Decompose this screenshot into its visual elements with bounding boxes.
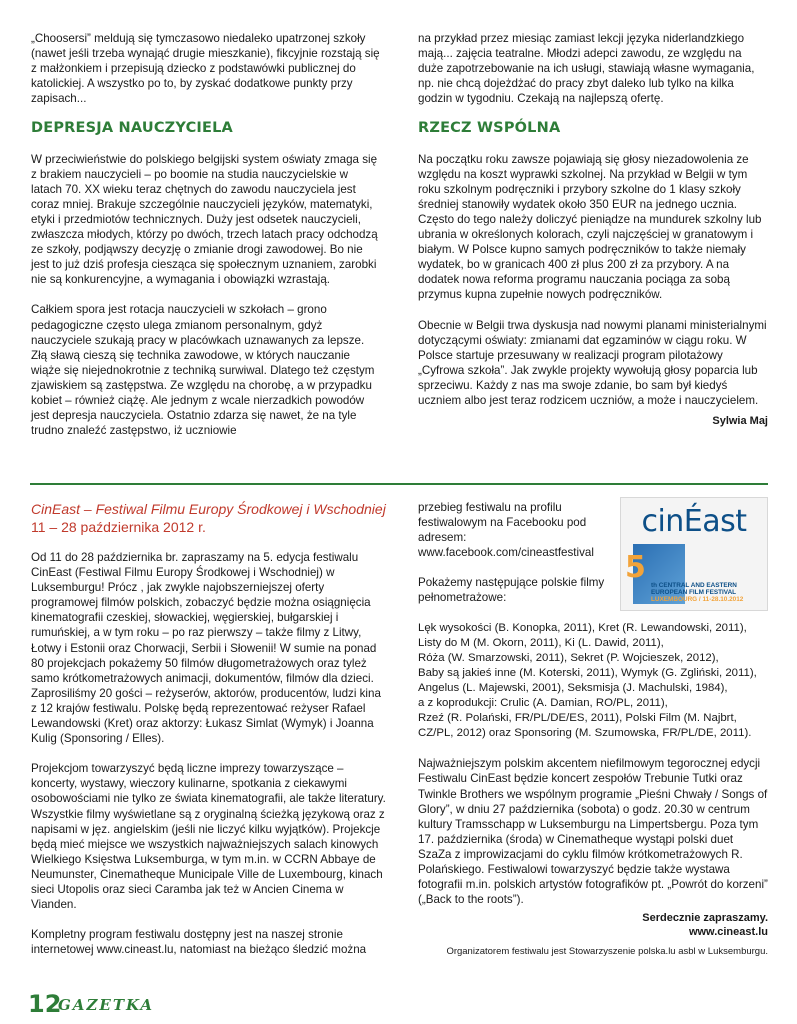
film-list-item: Róża (W. Smarzowski, 2011), Sekret (P. Wojcieszek, 2012), xyxy=(418,651,719,664)
festival-title-line2: 11 – 28 października 2012 r. xyxy=(31,519,206,535)
section-divider xyxy=(30,483,768,485)
section-heading-rzecz-wspolna: RZECZ WSPÓLNA xyxy=(418,120,561,137)
film-list-item: Lęk wysokości (B. Konopka, 2011), Kret (R. Lewandowski, 2011), xyxy=(418,621,747,634)
article-paragraph: Całkiem spora jest rotacja nauczycieli w szkołach – grono pedagogiczne często ulega zmianom personalnym, gdyż nauczyciele szukają pracy w placówkach uznawanych za lepsze. Złą sławą cieszą się technika zawodowe, w których nauczanie wiąże się niejednokrotnie z techniką surwiwal. Dlatego też częstym zjawiskiem są zastępstwa. Ze względu na chorobę, a w przypadku kobiet – również ciążę. Ale jednym z wcale nierzadkich powodów jest depresja nauczyciela. Ostatnio zdarza się nawet, że na tyle trudno znaleźć zastępstwo, iż uczniowie xyxy=(31,303,375,438)
top-right-column xyxy=(418,31,768,429)
film-list-item: Listy do M (M. Okorn, 2011), Ki (L. Dawid, 2011), xyxy=(418,636,664,649)
poster-edition-number: 5 xyxy=(625,550,646,585)
closing-invitation: Serdecznie zapraszamy. xyxy=(642,912,768,925)
intro-paragraph: „Choosersi” meldują się tymczasowo niedaleko upatrzonej szkoły (nawet jeśli trzeba wynająć drugie mieszkanie), fikcyjnie rozstają się z małżonkiem i przepisują dziecko z podstawówki publicznej do katolickiej. A wszystko po to, by zyskać dodatkowe punkty przy zapisach... xyxy=(31,32,380,106)
film-list-item: Angelus (L. Majewski, 2001), Seksmisja (J. Machulski, 1984), xyxy=(418,681,728,694)
festival-paragraph: Kompletny program festiwalu dostępny jest na naszej stronie internetowej www.cineast.lu, natomiast na bieżąco śledzić można xyxy=(31,928,367,957)
cineast-poster xyxy=(620,497,768,611)
festival-paragraph: Od 11 do 28 października br. zapraszamy na 5. edycja festiwalu CinEast (Festiwal Filmu Europy Środkowej i Wschodniej) w Luksemburgu! Prócz , jak zwykle najobszerniejszej oferty programowej filmów polskich, zobaczyć będzie można osiągnięcia kinematografii czeskiej, słowackiej, węgierskiej, bułgarskiej i rumuńskiej, a w tym roku – po raz pierwszy – także filmy z Litwy, Łotwy i Estonii oraz Chorwacji, Serbii i Słowenii! W sumie na ponad 80 projekcjach pokażemy 50 filmów długometrażowych oraz tyleż samo krótkometrażowych animacji, dokumentów, filmów dla dzieci. Zaprosiliśmy 20 gości – reżyserów, aktorów, producentów, ludzi kina z 12 krajów festiwalu. Polskę będą reprezentować reżyser Rafael Lewandowski (Kret) oraz aktorzy: Łukasz Simlat (Wymyk) i Joanna Kulig (Sponsoring / Elles). xyxy=(31,551,381,746)
festival-paragraph: Najważniejszym polskim akcentem niefilmowym tegorocznej edycji Festiwalu CinEast będzie koncert zespołów Trebunie Tutki oraz Twinkle Brothers we wspólnym programie „Pieśni Chwały / Songs of Glory”, w dniu 27 października (sobota) o godz. 20.30 w centrum kultury Tramsschapp w Luksemburgu na Limpertsbergu. Poza tym 17. października (środa) w Cinematheque wystąpi polski duet SzaZa z improwizacjami do cyklu filmów krótkometrażowych R. Polańskiego. Festiwalowi towarzyszyć będzie także wystawa fotografii m.in. polskich artystów fotografików pt. „Powrót do korzeni” („Back to the roots”). xyxy=(418,757,768,907)
festival-title-line1: CinEast – Festiwal Filmu Europy Środkowej i Wschodniej xyxy=(31,501,386,517)
article-paragraph: Obecnie w Belgii trwa dyskusja nad nowymi planami ministerialnymi dotyczącymi oświaty: zmianami dat egzaminów w ciągu roku. W Polsce startuje przesuwany w realizacji program pilotażowy „Cyfrowa szkoła”. Jak zwykle projekty wywołują głosy poparcia lub sprzeciwu. Każdy z nas ma swoje zdanie, bo sam był kiedyś uczniem albo jest teraz rodzicem uczniów, a może i nauczycielem. xyxy=(418,318,767,407)
poster-caption-line: EUROPEAN FILM FESTIVAL xyxy=(651,589,737,596)
poster-caption xyxy=(651,582,743,603)
intro-paragraph: na przykład przez miesiąc zamiast lekcji języka niderlandzkiego mają... zajęcia teatralne. Młodzi adepci zawodu, ze względu na duże zapotrzebowanie na ich usługi, stawiają własne wymagania, np. nie chcą dojeżdżać do pracy zbyt daleko lub tylko na kilka godzin w tygodniu. Czekają na najlepszą ofertę. xyxy=(418,32,755,106)
cineast-logo: cinÉast xyxy=(641,504,747,539)
author-signature: Sylwia Maj xyxy=(712,415,768,428)
film-list-item: Rzeź (R. Polański, FR/PL/DE/ES, 2011), Polski Film (M. Najbrt, xyxy=(418,712,737,725)
poster-caption-line: th CENTRAL AND EASTERN xyxy=(651,582,737,589)
article-paragraph: Na początku roku zawsze pojawiają się głosy niezadowolenia ze względu na koszt wyprawki szkolnej. Na przykład w Belgii w tym roku szkolnym podręczniki i przybory szkolne do 1 klasy szkoły średniej stanowiły wydatek około 350 EUR na jednego ucznia. Często do tego należy doliczyć pieniądze na mundurek szkolny lub ubrania w określonych kolorach, czyli najczęściej w granatowym i białym. W Polsce kupno samych podręczników to także niemały wydatek, bo w granicach 400 zł plus 200 zł za przybory. A na dodatek nowa reforma programu nauczania pociąga za sobą przymus kupna zupełnie nowych podręczników. xyxy=(418,152,762,302)
poster-caption-dates: LUXEMBOURG / 11-28.10.2012 xyxy=(651,596,744,603)
facebook-paragraph: przebieg festiwalu na profilu festiwalowym na Facebooku pod adresem: www.facebook.com/cineastfestival xyxy=(418,501,594,560)
organizer-note: Organizatorem festiwalu jest Stowarzyszenie polska.lu asbl w Luksemburgu. xyxy=(446,946,768,958)
film-list-item: Baby są jakieś inne (M. Koterski, 2011), Wymyk (G. Zgliński, 2011), xyxy=(418,666,757,679)
article-paragraph: W przeciwieństwie do polskiego belgijski system oświaty zmaga się z brakiem nauczycieli – po boomie na studia nauczycielskie w latach 70. XX wieku teraz chętnych do zawodu nauczyciela jest coraz mniej. Brakuje szczególnie nauczycieli języków, matematyki, etyki i przedmiotów technicznych. Duży jest odsetek nauczycieli, zwłaszcza młodych, którzy po dwóch, trzech latach pracy odchodzą ze szkoły, podjąwszy decyzję o zmianie drogi zawodowej. Bo nie jest to już dziś profesja ciesząca się społecznym uznaniem, zarobki nie są konkurencyjne, a wymagania i obowiązki wzrastają. xyxy=(31,152,378,287)
film-list xyxy=(418,621,768,742)
page-number: 12 xyxy=(28,990,62,1018)
film-list-item: a z koprodukcji: Crulic (A. Damian, RO/PL, 2011), xyxy=(418,697,668,710)
top-left-column xyxy=(31,31,380,438)
festival-title xyxy=(31,500,388,536)
website-link[interactable]: www.cineast.lu xyxy=(688,926,768,939)
magazine-name: GAZETKA xyxy=(58,996,155,1014)
festival-paragraph: Projekcjom towarzyszyć będą liczne imprezy towarzyszące – koncerty, wystawy, wieczory kulinarne, spotkania z ciekawymi osobowościami nie tylko ze świata kinematografii, ale także literatury. Wszystkie filmy wyświetlane są z oryginalną ścieżką językową oraz z napisami w jęz. angielskim (jeśli nie liczyć kilku wyjątków). Projekcje będą mieć miejsce we wszystkich najważniejszych salach kinowych Wielkiego Księstwa Luksemburga, w tym m.in. w CCRN Abbaye de Neumunster, Cinematheque Municipale Ville de Luxembourg, kinach sieci Utopolis oraz sieci Caramba jak też w Ancien Cinema w Vianden. xyxy=(31,762,386,912)
festival-left-column xyxy=(31,500,388,957)
section-heading-depresja: DEPRESJA NAUCZYCIELA xyxy=(31,120,233,137)
film-list-item: CZ/PL, 2012) oraz Sponsoring (M. Szumowska, FR/PL/DE, 2011). xyxy=(418,727,752,740)
films-intro: Pokażemy następujące polskie filmy pełnometrażowe: xyxy=(418,576,605,605)
